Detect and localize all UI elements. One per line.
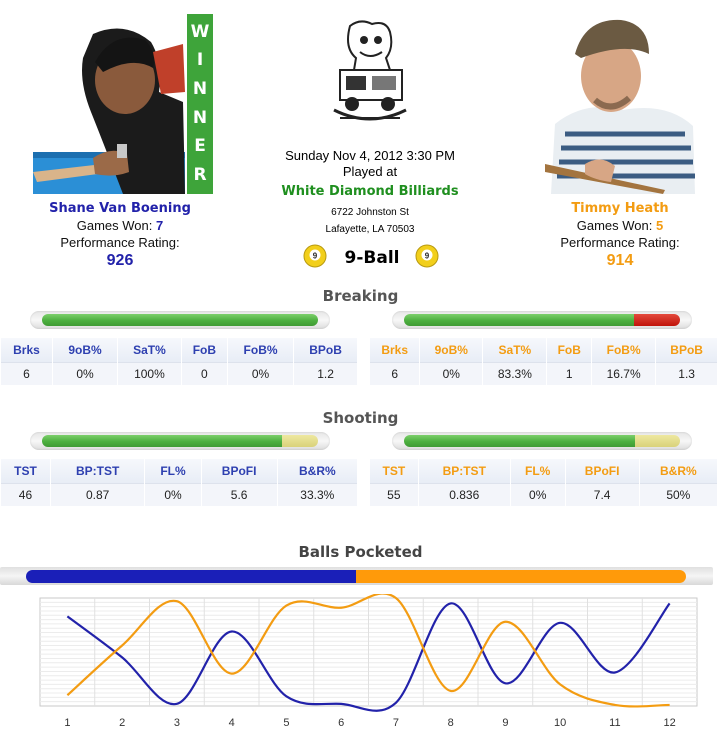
table-row (370, 483, 718, 506)
venue-name: White Diamond Billiards (281, 184, 459, 199)
player1-shooting-table (1, 459, 358, 506)
player1-breaking-table (1, 338, 358, 385)
table-cell: 6 (1, 362, 52, 385)
column-header: BP:TST (418, 459, 510, 483)
column-header: FL% (510, 459, 565, 483)
winner-letter: R (193, 165, 207, 186)
table-cell: 7.4 (565, 483, 639, 506)
column-header: SaT% (118, 338, 182, 362)
table-cell: 50% (639, 483, 717, 506)
winner-letter: W (190, 21, 210, 42)
shooting-remainder-fill (282, 435, 318, 447)
player2-breaking-bar (392, 311, 692, 329)
shooting-success-fill (404, 435, 635, 447)
player2-breaking-table (370, 338, 718, 385)
x-tick-label: 6 (338, 717, 345, 729)
breaking-success-fill (42, 314, 318, 326)
balls-pocketed-title: Balls Pocketed (298, 543, 423, 561)
table-cell: 5.6 (201, 483, 277, 506)
column-header: FL% (145, 459, 201, 483)
venue-address-city: Lafayette, LA 70503 (325, 224, 415, 235)
nine-ball-icon (303, 244, 327, 268)
column-header: FoB% (227, 338, 293, 362)
player2-shooting-bar (392, 432, 692, 450)
player1-games-won (20, 218, 220, 233)
games-won-value: 5 (656, 218, 664, 233)
player1-rating: 926 (106, 252, 134, 269)
column-header: Brks (1, 338, 52, 362)
table-cell: 0% (145, 483, 201, 506)
player1-pocketed-fill (26, 570, 356, 583)
table-cell: 1 (547, 362, 592, 385)
svg-text:9: 9 (424, 251, 430, 261)
table-cell: 0.836 (418, 483, 510, 506)
table-cell: 100% (118, 362, 182, 385)
player2-rating-label: Performance Rating: (560, 235, 680, 250)
breaking-title: Breaking (322, 287, 399, 305)
table-cell: 0% (227, 362, 293, 385)
table-row (1, 483, 358, 506)
x-tick-label: 5 (283, 717, 290, 729)
svg-text:9: 9 (312, 251, 318, 261)
event-logo (330, 18, 410, 128)
breaking-foul-fill (634, 314, 680, 326)
x-tick-label: 12 (663, 717, 676, 729)
x-tick-label: 7 (392, 717, 399, 729)
game-type: 9-Ball (344, 248, 400, 268)
shooting-title: Shooting (322, 409, 399, 427)
column-header: BPoFI (565, 459, 639, 483)
table-cell: 1.3 (656, 362, 718, 385)
column-header: FoB (181, 338, 227, 362)
table-cell: 0% (420, 362, 483, 385)
table-cell: 0% (510, 483, 565, 506)
table-cell: 33.3% (277, 483, 357, 506)
played-at-label: Played at (342, 164, 398, 179)
x-tick-label: 8 (447, 717, 454, 729)
table-cell: 1.2 (294, 362, 358, 385)
player2-games-won (520, 218, 720, 233)
column-header: TST (1, 459, 50, 483)
column-header: 9oB% (52, 338, 117, 362)
table-cell: 0% (52, 362, 117, 385)
player1-shooting-bar (30, 432, 330, 450)
column-header: Brks (370, 338, 420, 362)
player1-name: Shane Van Boening (49, 201, 191, 216)
player1-breaking-bar (30, 311, 330, 329)
column-header: BP:TST (50, 459, 145, 483)
player2-rating: 914 (606, 252, 634, 269)
player1-photo (33, 22, 185, 194)
nine-ball-icon (415, 244, 439, 268)
column-header: FoB (547, 338, 592, 362)
column-header: SaT% (483, 338, 547, 362)
games-won-label: Games Won: (76, 218, 153, 233)
winner-letter: N (192, 107, 208, 128)
winner-badge (187, 14, 213, 194)
column-header: 9oB% (420, 338, 483, 362)
table-cell: 0 (181, 362, 227, 385)
player2-name: Timmy Heath (571, 201, 669, 216)
player2-photo (545, 14, 695, 194)
column-header: B&R% (277, 459, 357, 483)
games-won-label: Games Won: (576, 218, 653, 233)
player2-pocketed-fill (356, 570, 686, 583)
column-header: TST (370, 459, 418, 483)
breaking-success-fill (404, 314, 634, 326)
column-header: B&R% (639, 459, 717, 483)
winner-letter: I (196, 50, 204, 71)
shooting-success-fill (42, 435, 282, 447)
shooting-remainder-fill (635, 435, 680, 447)
venue-address-street: 6722 Johnston St (331, 207, 409, 218)
player1-rating-label: Performance Rating: (60, 235, 180, 250)
x-tick-label: 4 (228, 717, 235, 729)
player2-shooting-table (370, 459, 718, 506)
x-tick-label: 9 (502, 717, 509, 729)
games-won-value: 7 (156, 218, 164, 233)
x-tick-label: 3 (173, 717, 180, 729)
table-cell: 46 (1, 483, 50, 506)
table-cell: 6 (370, 362, 420, 385)
column-header: BPoB (656, 338, 718, 362)
match-date: Sunday Nov 4, 2012 3:30 PM (285, 148, 455, 163)
table-row (1, 362, 358, 385)
table-cell: 83.3% (483, 362, 547, 385)
x-tick-label: 2 (119, 717, 126, 729)
x-tick-label: 1 (64, 717, 71, 729)
x-tick-label: 10 (554, 717, 567, 729)
winner-letter: E (194, 136, 206, 157)
table-cell: 55 (370, 483, 418, 506)
table-cell: 0.87 (50, 483, 145, 506)
column-header: FoB% (592, 338, 656, 362)
balls-pocketed-line-chart (0, 594, 721, 734)
table-row (370, 362, 718, 385)
column-header: BPoFI (201, 459, 277, 483)
x-tick-label: 11 (609, 717, 621, 729)
table-cell: 16.7% (592, 362, 656, 385)
column-header: BPoB (294, 338, 358, 362)
winner-letter: N (192, 79, 208, 100)
